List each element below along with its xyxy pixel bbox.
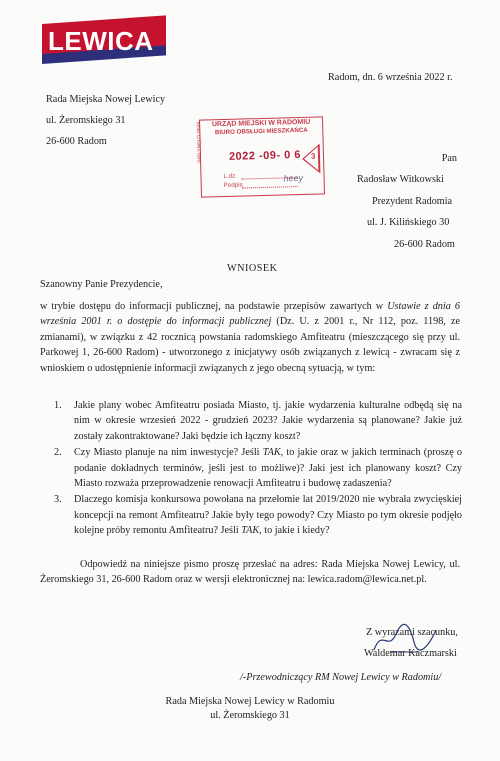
intro-text-2: (Dz. U. z 2001 r., Nr 112, poz. 1198, ze zmianami), w związku z 42 rocznicą powstania radomskiego Amfiteatru (mieszczącego się przy ul. Parkowej 1, 26-600 Radom) - utworzonego z inicjatywy osób związanych z lewicą - zwracam się z wnioskiem o udostępnienie informacji związanych z jego obecną sytuacją, w tym:: [40, 316, 460, 374]
list-item: [54, 398, 462, 444]
regards: Z wyrazami szacunku,: [366, 627, 458, 638]
questions-list: [40, 398, 462, 539]
recipient-line-1: Pan: [441, 153, 457, 164]
closing-paragraph: Odpowiedź na niniejsze pismo proszę przesłać na adres: Rada Miejska Nowej Lewicy, ul. Żeromskiego 31, 26-600 Radom oraz w wersji elektronicznej na: lewica.radom@lewica.net.pl.: [40, 559, 460, 586]
stamp-number: 3: [310, 151, 316, 161]
stamp-field-ldz: L.dz.: [223, 172, 238, 181]
question-3-tak: TAK: [241, 525, 260, 537]
recipient-line-2: Radosław Witkowski: [357, 174, 444, 185]
recipient-line-3: Prezydent Radomia: [372, 195, 453, 207]
list-item-number: 2.: [54, 447, 62, 459]
recipient-details: [300, 169, 457, 255]
sender-address: [46, 89, 165, 152]
recipient-address: [357, 148, 457, 170]
recipient-line-4: ul. J. Kilińskiego 30: [367, 217, 450, 228]
footer-line-2: ul. Żeromskiego 31: [210, 710, 290, 721]
question-2-text-b: , to jakie oraz w jakich terminach (proszę o podanie dokładnych terminów, jeśli jest to możliwe)? Jaki jest ich planowany koszt? Czy Miasto rozważa przeprowadzenie renowacji Amfiteatru i budowę zadaszenia?: [74, 447, 462, 490]
list-item-number: 3.: [54, 494, 62, 506]
question-2-tak: TAK: [262, 447, 281, 459]
stamp-dotted-line-2: [242, 186, 298, 188]
intro-text-1: w trybie dostępu do informacji publicznej, na podstawie przepisów zawartych w: [40, 301, 388, 312]
stamp-field-podpis: Podpis: [223, 181, 243, 190]
sender-line-1: Rada Miejska Nowej Lewicy: [46, 94, 166, 105]
sender-line-2: ul. Żeromskiego 31: [46, 115, 126, 126]
stamp-date: 2022 -09- 0 6: [228, 148, 302, 163]
question-1-text: Jakie plany wobec Amfiteatru posiada Miasto, tj. jakie wydarzenia kulturalne odbędą się na nim w okresie wrzesień 2022 - grudzień 2023? Jakie wydarzenia są planowane? Jakie już zostały zakontraktowane? Jaki będzie ich łączny koszt?: [74, 400, 462, 442]
document-heading: WNIOSEK: [227, 263, 278, 274]
list-item-text: [74, 445, 462, 491]
intro-statute: Ustawie z dnia 6 września 2001 r. o dostępie do informacji publicznej: [40, 301, 460, 328]
stamp-signature: heey: [283, 172, 304, 184]
list-item: [54, 445, 462, 491]
signer-name: Waldemar Kaczmarski: [364, 648, 457, 659]
list-item-text: [74, 398, 462, 444]
salutation: Szanowny Panie Prezydencie,: [40, 279, 163, 290]
logo-text: LEWICA: [48, 26, 154, 56]
place-date: Radom, dn. 6 września 2022 r.: [328, 72, 453, 83]
signer-title: /-Przewodniczący RM Nowej Lewicy w Radomiu/: [240, 672, 442, 683]
footer-line-1: Rada Miejska Nowej Lewicy w Radomiu: [165, 696, 335, 707]
question-3-text-b: , to jakie i kiedy?: [259, 525, 330, 537]
recipient-line-5: 26-600 Radom: [394, 238, 455, 250]
list-item: [54, 492, 462, 538]
question-3-text-a: Dlaczego komisja konkursowa powołana na przełomie lat 2019/2020 nie wybrała zwycięskiej koncepcji na remont Amfiteatru? Jakie były tego powody? Czy Miasto po tym okresie podjęło kolejne próby remontu Amfiteatru? Jeśli: [74, 494, 462, 537]
question-2-text-a: Czy Miasto planuje na nim inwestycje? Jeśli: [74, 447, 263, 459]
list-item-number: 1.: [54, 400, 62, 411]
lewica-logo: [42, 24, 166, 62]
footer: [0, 695, 500, 723]
sender-line-3: 26-600 Radom: [46, 136, 107, 147]
stamp-subtitle: BIURO OBSŁUGI MIESZKAŃCA: [214, 126, 308, 137]
stamp-title: URZĄD MIEJSKI W RADOMIU: [211, 118, 311, 129]
stamp-side-label: WPŁYNĘŁO DNIA: [196, 121, 204, 163]
intro-paragraph: [40, 299, 460, 376]
list-item-text: [74, 492, 462, 538]
